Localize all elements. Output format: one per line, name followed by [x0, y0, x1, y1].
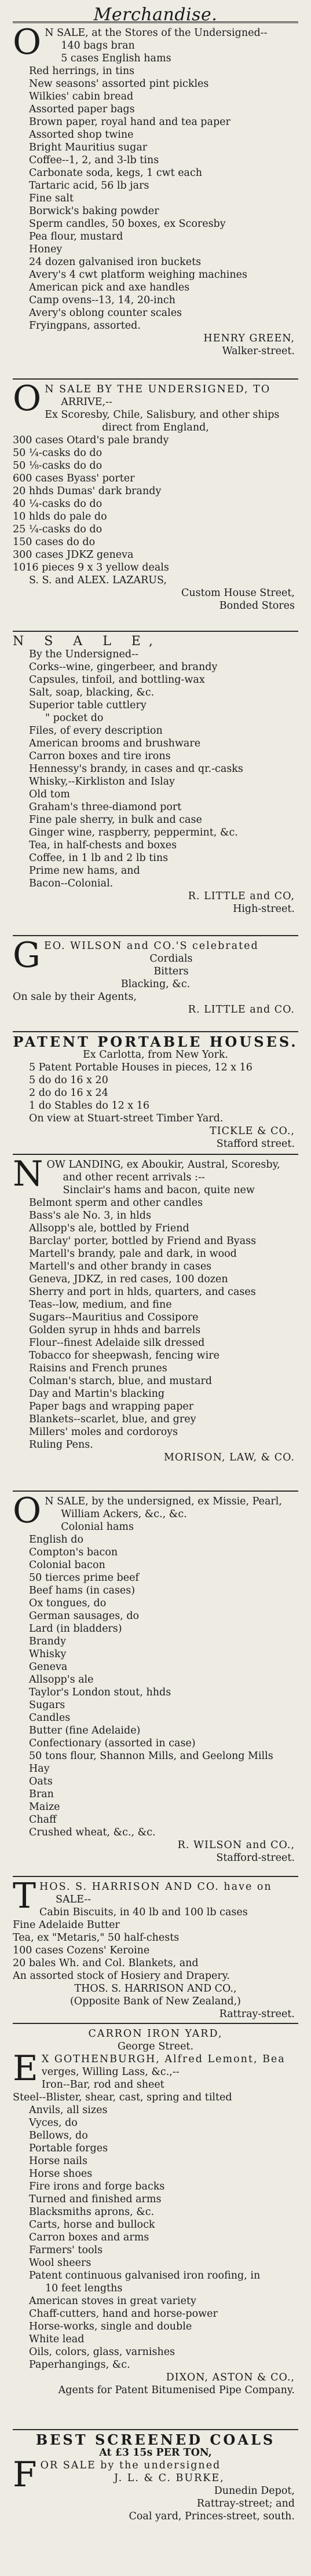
ad-address: Rattray-street.	[219, 2008, 295, 2020]
ad-line: Colonial hams	[61, 1521, 134, 1533]
ad-line: 10 feet lengths	[45, 2283, 123, 2294]
ad-address: High-street.	[233, 903, 295, 915]
ad-line: Chaff-cutters, hand and horse-power	[29, 2308, 218, 2320]
ad-line: Wilkies' cabin bread	[29, 91, 134, 102]
ad-line: Fryingpans, assorted.	[29, 320, 141, 332]
ad-line: 20 bales Wh. and Col. Blankets, and	[13, 1957, 199, 1969]
ad-line: Fire irons and forge backs	[29, 2181, 165, 2192]
ad-line: Butter (fine Adelaide)	[29, 1725, 141, 1736]
ad-morison-law	[13, 1155, 298, 1492]
ad-line: Farmers' tools	[29, 2244, 103, 2256]
drop-cap-e: E	[13, 2048, 38, 2089]
ad-line: Beef hams (in cases)	[29, 1585, 136, 1596]
ad-line: Confectionary (assorted in case)	[29, 1738, 196, 1749]
ad-line: SALE--	[56, 1894, 92, 1905]
ad-line: Blacksmiths aprons, &c.	[29, 2206, 155, 2218]
ad-line: Ox tongues, do	[29, 1598, 107, 1609]
ad-line: American stoves in great variety	[29, 2295, 196, 2307]
ad-line: Capsules, tinfoil, and bottling-wax	[29, 674, 205, 686]
ad-line: Graham's three-diamond port	[29, 801, 182, 813]
ad-carron-iron-yard	[13, 2024, 298, 2430]
ad-signature: DIXON, ASTON & CO.,	[166, 2372, 295, 2383]
ad-line: Files, of every description	[29, 725, 163, 737]
ad-heading: OR SALE by the undersigned	[40, 2460, 221, 2471]
ad-line: Brown paper, royal hand and tea paper	[29, 116, 230, 128]
ad-line: Iron--Bar, rod and sheet	[41, 2079, 164, 2091]
ad-line: Camp ovens--13, 14, 20-inch	[29, 295, 175, 306]
ad-line: Brandy	[29, 1636, 67, 1647]
ad-line: Horse shoes	[29, 2168, 93, 2180]
ad-line: 150 cases do do	[13, 536, 96, 548]
ad-address: (Opposite Bank of New Zealand,)	[69, 1996, 241, 2007]
ad-line: Oils, colors, glass, varnishes	[29, 2346, 175, 2358]
ad-address: Rattray-street; and	[196, 2498, 295, 2509]
ad-line: Horse-works, single and double	[29, 2321, 192, 2332]
drop-cap-t: T	[13, 1876, 36, 1916]
ad-line: 24 dozen galvanised iron buckets	[29, 256, 202, 268]
ad-banner: PATENT PORTABLE HOUSES.	[13, 1036, 298, 1048]
ad-line: Barclay' porter, bottled by Friend and Byass	[29, 1235, 257, 1247]
ad-line: By the Undersigned--	[29, 649, 138, 660]
ad-line: Colonial bacon	[29, 1559, 105, 1571]
ad-line: Bran	[29, 1789, 54, 1800]
ad-line: Belmont sperm and other candles	[29, 1197, 203, 1209]
ad-line: Corks--wine, gingerbeer, and brandy	[29, 661, 218, 673]
ad-line: Raisins and French prunes	[29, 1363, 167, 1374]
ad-line: Avery's 4 cwt platform weighing machines	[29, 269, 247, 281]
ad-line: Geneva	[29, 1661, 68, 1673]
ad-line: Bellows, do	[29, 2130, 88, 2141]
ad-line: Day and Martin's blacking	[29, 1388, 165, 1400]
ad-line: White lead	[29, 2334, 85, 2345]
ad-line: Bright Mauritius sugar	[29, 142, 148, 153]
ad-line: Sinclair's hams and bacon, quite new	[63, 1184, 255, 1196]
ad-line: Horse nails	[29, 2155, 87, 2167]
ad-line: 25 ¼-casks do do	[13, 524, 103, 535]
ad-line: American brooms and brushware	[29, 738, 201, 749]
ad-line: Ginger wine, raspberry, peppermint, &c.	[29, 827, 238, 838]
ad-line: 50 ¼-casks do do	[13, 447, 103, 459]
ad-lazarus	[13, 380, 298, 632]
drop-cap-f: F	[13, 2454, 37, 2495]
ad-line: Paperhangings, &c.	[29, 2359, 130, 2371]
ad-line: Tea, in half-chests and boxes	[29, 840, 177, 851]
ad-line: Anvils, all sizes	[29, 2104, 108, 2116]
ad-heading: CARRON IRON YARD,	[88, 2028, 223, 2040]
ad-address: Walker-street.	[222, 345, 295, 357]
ad-line: Fine Adelaide Butter	[13, 1919, 120, 1931]
ad-line: Crushed wheat, &c., &c.	[29, 1827, 156, 1838]
ad-subheading: Ex Carlotta, from New York.	[83, 1049, 228, 1061]
ad-line: Tobacco for sheepwash, fencing wire	[29, 1350, 219, 1361]
ad-line: An assorted stock of Hosiery and Drapery.	[13, 1970, 230, 1982]
ad-line: Steel--Blister, shear, cast, spring and tilted	[13, 2092, 232, 2103]
ad-line: and other recent arrivals :--	[63, 1172, 205, 1183]
ad-line: Portable forges	[29, 2143, 108, 2154]
ad-line: Ruling Pens.	[29, 1439, 93, 1451]
ad-line: Vyces, do	[29, 2117, 78, 2129]
ad-line: Whisky	[29, 1648, 67, 1660]
ad-address: Custom House Street,	[181, 587, 295, 599]
ad-line: 10 hlds do pale do	[13, 511, 107, 522]
ad-line: Assorted paper bags	[29, 104, 135, 115]
ad-line: Taylor's London stout, hhds	[29, 1687, 171, 1698]
ad-line: Sugars--Mauritius and Cossipore	[29, 1312, 199, 1323]
ad-line: Bacon--Colonial.	[29, 878, 114, 889]
ad-line: 600 cases Byass' porter	[13, 473, 135, 484]
ad-signature: J. L. & C. BURKE,	[114, 2472, 225, 2484]
ad-line: Avery's oblong counter scales	[29, 307, 182, 319]
ad-line: Bitters	[153, 966, 189, 977]
ad-line: Prime new hams, and	[29, 865, 140, 877]
ad-line: 5 do do 16 x 20	[29, 1074, 108, 1086]
ad-line: Ex Scoresby, Chile, Salisbury, and other ships	[45, 409, 280, 421]
ad-line: 300 cases Otard's pale brandy	[13, 435, 169, 446]
ad-line: 50 tierces prime beef	[29, 1572, 139, 1584]
ad-line: N SALE, by the undersigned, ex Missie, Pearl,	[45, 1496, 282, 1507]
ad-harrison	[13, 1877, 298, 2024]
ad-line: Borwick's baking powder	[29, 205, 159, 217]
ad-line: Assorted shop twine	[29, 129, 134, 141]
ad-line: Blacking, &c.	[120, 978, 191, 990]
ad-line: Martell's and other brandy in cases	[29, 1261, 212, 1272]
ad-line: Oats	[29, 1776, 53, 1787]
ad-address: Stafford-street.	[216, 1852, 295, 1864]
ad-line: Allsopp's ale	[29, 1674, 94, 1686]
ad-line: Hay	[29, 1763, 50, 1775]
ad-price: At £3 15s PER TON,	[99, 2447, 212, 2459]
ad-line: 20 hhds Dumas' dark brandy	[13, 485, 162, 497]
ad-signature: HENRY GREEN,	[203, 333, 295, 344]
ad-line: Paper bags and wrapping paper	[29, 1401, 194, 1412]
ad-line: Hennessy's brandy, in cases and qr.-casks	[29, 763, 243, 775]
ad-heading: N S A L E,	[13, 635, 161, 648]
ad-line: Teas--low, medium, and fine	[29, 1299, 172, 1311]
ad-line: 140 bags bran	[61, 40, 135, 51]
ad-line: Sugars	[29, 1699, 65, 1711]
ad-line: 1 do Stables do 12 x 16	[29, 1100, 149, 1112]
ad-line: Tartaric acid, 56 lb jars	[29, 180, 149, 192]
ad-line: Compton's bacon	[29, 1547, 118, 1558]
ad-line: EO. WILSON and CO.'S celebrated	[43, 940, 259, 952]
ad-line: X GOTHENBURGH, Alfred Lemont, Bea	[41, 2054, 286, 2065]
ad-line: Lard (in bladders)	[29, 1623, 122, 1635]
ad-line: Allsopp's ale, bottled by Friend	[29, 1223, 189, 1234]
ad-line: American pick and axe handles	[29, 282, 190, 293]
ad-line: English do	[29, 1534, 83, 1545]
ad-line: Bass's ale No. 3, in hlds	[29, 1210, 151, 1221]
ad-line: Chaff	[29, 1814, 57, 1826]
ad-line: Tea, ex "Metaris," 50 half-chests	[13, 1932, 180, 1944]
ad-signature: R. WILSON and CO.,	[177, 1839, 295, 1851]
ad-line: Geneva, JDKZ, in red cases, 100 dozen	[29, 1274, 228, 1285]
ad-line: direct from England,	[102, 422, 209, 433]
ad-line: Patent continuous galvanised iron roofing, in	[29, 2270, 261, 2281]
ad-line: Candles	[29, 1712, 71, 1724]
ad-line: Coffee, in 1 lb and 2 lb tins	[29, 852, 169, 864]
ad-henry-green	[13, 23, 298, 380]
ad-line: Sperm candles, 50 boxes, ex Scoresby	[29, 218, 226, 230]
ad-line: Fine salt	[29, 193, 74, 204]
ad-tickle	[13, 1032, 298, 1155]
drop-cap-n: N	[13, 1154, 43, 1194]
ad-signature: R. LITTLE and CO.	[188, 1004, 295, 1015]
drop-cap-o: O	[13, 1491, 42, 1531]
ad-signature: MORISON, LAW, & CO.	[163, 1452, 295, 1463]
ad-line: ARRIVE,--	[61, 396, 112, 408]
ad-line: Whisky,--Kirkliston and Islay	[29, 776, 175, 787]
ad-r-wilson	[13, 1492, 298, 1877]
ad-line: William Ackers, &c., &c.	[61, 1508, 187, 1520]
ad-line: Old tom	[29, 789, 70, 800]
ad-line: Wool sheers	[29, 2257, 92, 2269]
ad-burke-coals	[13, 2430, 298, 2576]
ad-subheading: George Street.	[117, 2041, 194, 2052]
ad-line: Turned and finished arms	[29, 2194, 162, 2205]
drop-cap-o: O	[13, 22, 42, 62]
ad-signature: TICKLE & CO.,	[210, 1125, 295, 1137]
ad-line: 50 ⅛-casks do do	[13, 460, 103, 472]
ad-line: Cordials	[149, 953, 193, 965]
ad-address: Agents for Patent Bitumenised Pipe Company.	[58, 2384, 295, 2396]
ad-line: HOS. S. HARRISON AND CO. have on	[39, 1881, 272, 1893]
ad-line: Superior table cuttlery	[29, 700, 147, 711]
ad-line: New seasons' assorted pint pickles	[29, 78, 209, 90]
ad-line: Colman's starch, blue, and mustard	[29, 1375, 213, 1387]
ad-line: Coffee--1, 2, and 3-lb tins	[29, 154, 159, 166]
ad-line: 2 do do 16 x 24	[29, 1087, 108, 1099]
ad-line: Pea flour, mustard	[29, 231, 123, 242]
ad-address: Bonded Stores	[219, 600, 295, 612]
ad-line: N SALE, at the Stores of the Undersigned--	[45, 27, 268, 39]
ad-line: Martell's brandy, pale and dark, in wood	[29, 1248, 237, 1260]
ad-address: Coal yard, Princes-street, south.	[129, 2511, 295, 2522]
ad-line: verges, Willing Lass, &c.,--	[41, 2066, 180, 2078]
ad-line: Carts, horse and bullock	[29, 2219, 155, 2231]
ad-line: Maize	[29, 1801, 60, 1813]
ad-signature: THOS. S. HARRISON AND CO.,	[74, 1983, 237, 1994]
ad-line: 1016 pieces 9 x 3 yellow deals	[13, 562, 169, 573]
ad-line: 100 cases Cozens' Keroine	[13, 1945, 150, 1956]
ad-geo-wilson	[13, 936, 298, 1032]
ad-line: Cabin Biscuits, in 40 lb and 100 lb cases	[39, 1907, 248, 1918]
ad-line: Golden syrup in hhds and barrels	[29, 1324, 201, 1336]
ad-signature: R. LITTLE and CO,	[188, 890, 295, 902]
ad-line: 50 tons flour, Shannon Mills, and Geelong Mills	[29, 1750, 273, 1762]
ad-line: German sausages, do	[29, 1610, 140, 1622]
ad-line: 40 ¼-casks do do	[13, 498, 103, 510]
ad-address: Stafford street.	[216, 1138, 295, 1150]
ad-line: 300 cases JDKZ geneva	[13, 549, 134, 561]
section-masthead: Merchandise.	[13, 0, 298, 23]
ad-line: Millers' moles and cordoroys	[29, 1426, 178, 1438]
ad-line: OW LANDING, ex Aboukir, Austral, Scoresby,	[46, 1159, 280, 1171]
ad-line: N SALE BY THE UNDERSIGNED, TO	[45, 384, 271, 395]
ad-r-little	[13, 632, 298, 936]
ad-line: Fine pale sherry, in bulk and case	[29, 814, 202, 826]
ad-line: Carron boxes and arms	[29, 2232, 149, 2243]
ad-address: Dunedin Depot,	[214, 2485, 295, 2497]
ad-line: " pocket do	[45, 712, 104, 724]
ad-line: Blankets--scarlet, blue, and grey	[29, 1414, 196, 1425]
ad-line: Honey	[29, 244, 63, 255]
ad-line: 5 Patent Portable Houses in pieces, 12 x 16	[29, 1062, 253, 1073]
ad-line: Red herrings, in tins	[29, 65, 135, 77]
ad-line: On view at Stuart-street Timber Yard.	[29, 1113, 224, 1124]
ad-line: Sherry and port in hlds, quarters, and cases	[29, 1286, 256, 1298]
ad-signature: S. S. and ALEX. LAZARUS,	[29, 575, 167, 586]
ad-line: Salt, soap, blacking, &c.	[29, 687, 155, 698]
ad-banner: BEST SCREENED COALS	[35, 2434, 276, 2446]
drop-cap-o: O	[13, 378, 42, 419]
ad-line: Flour--finest Adelaide silk dressed	[29, 1337, 205, 1349]
ad-line: Carbonate soda, kegs, 1 cwt each	[29, 167, 203, 179]
ad-line: Carron boxes and tire irons	[29, 750, 171, 762]
drop-cap-g: G	[13, 935, 41, 976]
ad-line: 5 cases English hams	[61, 53, 171, 64]
ad-line: On sale by their Agents,	[13, 991, 137, 1003]
